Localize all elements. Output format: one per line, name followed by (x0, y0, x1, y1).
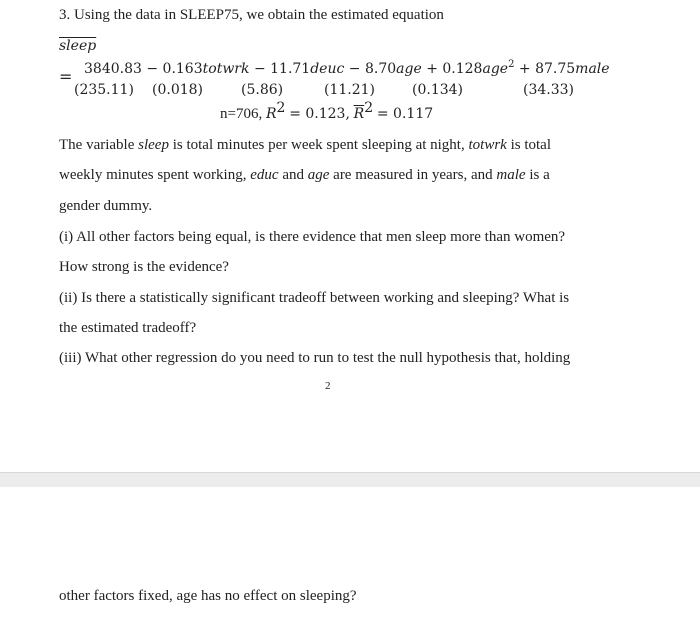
part-iii-line-2: other factors fixed, age has no effect on sleeping? (59, 588, 357, 604)
equation-lhs: sleep (59, 38, 97, 54)
std-error-educ: (5.86) (241, 82, 284, 98)
regression-stats: n=706, $R^2 = 0.123$, $\overline{R}^2 = 0.117$ (220, 100, 434, 122)
part-i-line-1: (i) All other factors being equal, is there evidence that men sleep more than women? (59, 229, 566, 245)
std-error-age-squared: (0.134) (412, 82, 464, 98)
part-ii-line-2: the estimated tradeoff? (59, 320, 197, 336)
variable-description-line-3: gender dummy. (59, 198, 153, 214)
std-error-age: (11.21) (324, 82, 376, 98)
estimated-equation: 3840.83 − 0.163totwrk − 11.71deuc − 8.70age + 0.128age$^2$ + 87.75male (84, 59, 610, 77)
std-error-intercept: (235.11) (74, 82, 134, 98)
part-iii-line-1: (iii) What other regression do you need to run to test the null hypothesis that, holding (59, 350, 571, 366)
document-page-2 (0, 487, 700, 631)
part-ii-line-1: (ii) Is there a statistically significant tradeoff between working and sleeping? What is (59, 290, 570, 306)
question-heading: 3. Using the data in SLEEP75, we obtain the estimated equation (59, 7, 444, 23)
part-i-line-2: How strong is the evidence? (59, 259, 229, 275)
page-break (0, 472, 700, 488)
page-number: 2 (325, 380, 331, 392)
variable-description-line-2: weekly minutes spent working, educ and age are measured in years, and male is a (59, 167, 550, 183)
equation-equals-sign: = (59, 67, 73, 86)
std-error-male: (34.33) (523, 82, 575, 98)
variable-description-line-1: The variable sleep is total minutes per week spent sleeping at night, totwrk is total (59, 137, 551, 153)
std-error-totwrk: (0.018) (152, 82, 204, 98)
